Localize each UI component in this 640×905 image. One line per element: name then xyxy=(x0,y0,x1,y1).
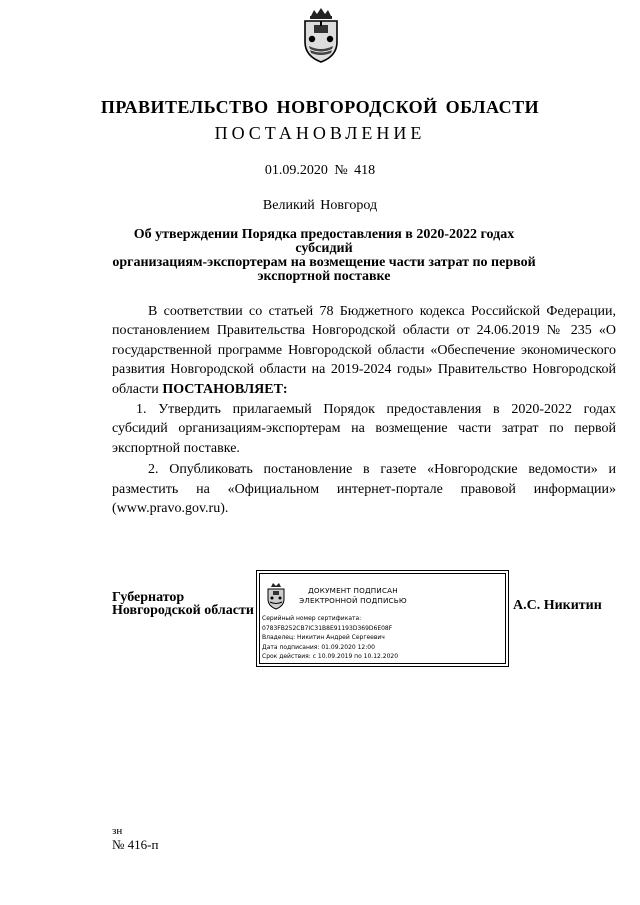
document-subject xyxy=(112,228,536,284)
footer-code: зн xyxy=(112,825,123,837)
decree-word: ПОСТАНОВЛЯЕТ: xyxy=(162,381,288,397)
item-2: 2. Опубликовать постановление в газете «Новгородские ведомости» и разместить на «Официальном интернет-портале правовой информации» (www.pravo.gov.ru). xyxy=(112,462,616,517)
novgorod-coat-of-arms-icon xyxy=(265,582,287,610)
document-body xyxy=(112,302,616,518)
preamble-paragraph xyxy=(112,302,616,399)
stamp-signed-date: Дата подписания: 01.09.2020 12:00 xyxy=(262,643,375,651)
subject-line: Об утверждении Порядка предоставления в 2020-2022 годах субсидий xyxy=(133,227,515,256)
signatory-title xyxy=(112,591,254,617)
preamble-text: В соответствии со статьей 78 Бюджетного кодекса Российской Федерации, постановлением Правительства Новгородской области от 24.06.2019 № 235 «О государственной программе Новгородской области «Обеспечение экономического развития Новгородской области на 2019-2024 годы» Правительство Новгородской области xyxy=(112,304,616,397)
signatory-name: А.С. Никитин xyxy=(513,598,602,613)
signatory-title-line2: Новгородской области xyxy=(112,603,254,618)
footer xyxy=(112,824,158,852)
city: Великий Новгород xyxy=(262,198,378,213)
subject-line: экспортной поставке xyxy=(257,269,391,284)
item-1: 1. Утвердить прилагаемый Порядок предоставления в 2020-2022 годах субсидий организациям-экспортерам на возмещение части затрат по первой экспортной поставке. xyxy=(112,402,616,456)
stamp-serial-label: Серийный номер сертификата: xyxy=(262,615,362,622)
subject-line: организациям-экспортерам на возмещение части затрат по первой xyxy=(112,255,536,270)
stamp-details xyxy=(262,614,398,662)
stamp-owner: Владелец: Никитин Андрей Сергеевич xyxy=(262,634,385,641)
stamp-validity: Срок действия: с 10.09.2019 по 10.12.2020 xyxy=(262,653,399,660)
novgorod-coat-of-arms-icon xyxy=(297,6,345,64)
signatory-title-line1: Губернатор xyxy=(112,590,185,605)
footer-number: № 416-п xyxy=(112,837,159,852)
government-title: ПРАВИТЕЛЬСТВО НОВГОРОДСКОЙ ОБЛАСТИ xyxy=(100,97,540,117)
stamp-heading xyxy=(288,586,418,606)
document-type: ПОСТАНОВЛЕНИЕ xyxy=(214,123,426,143)
stamp-heading-line2: ЭЛЕКТРОННОЙ ПОДПИСЬЮ xyxy=(299,596,407,605)
stamp-heading-line1: ДОКУМЕНТ ПОДПИСАН xyxy=(308,586,398,595)
date-number: 01.09.2020 № 418 xyxy=(264,163,376,178)
stamp-serial-value: 0783FB252CB7IC31B8E91193D369D6E08F xyxy=(262,624,393,632)
